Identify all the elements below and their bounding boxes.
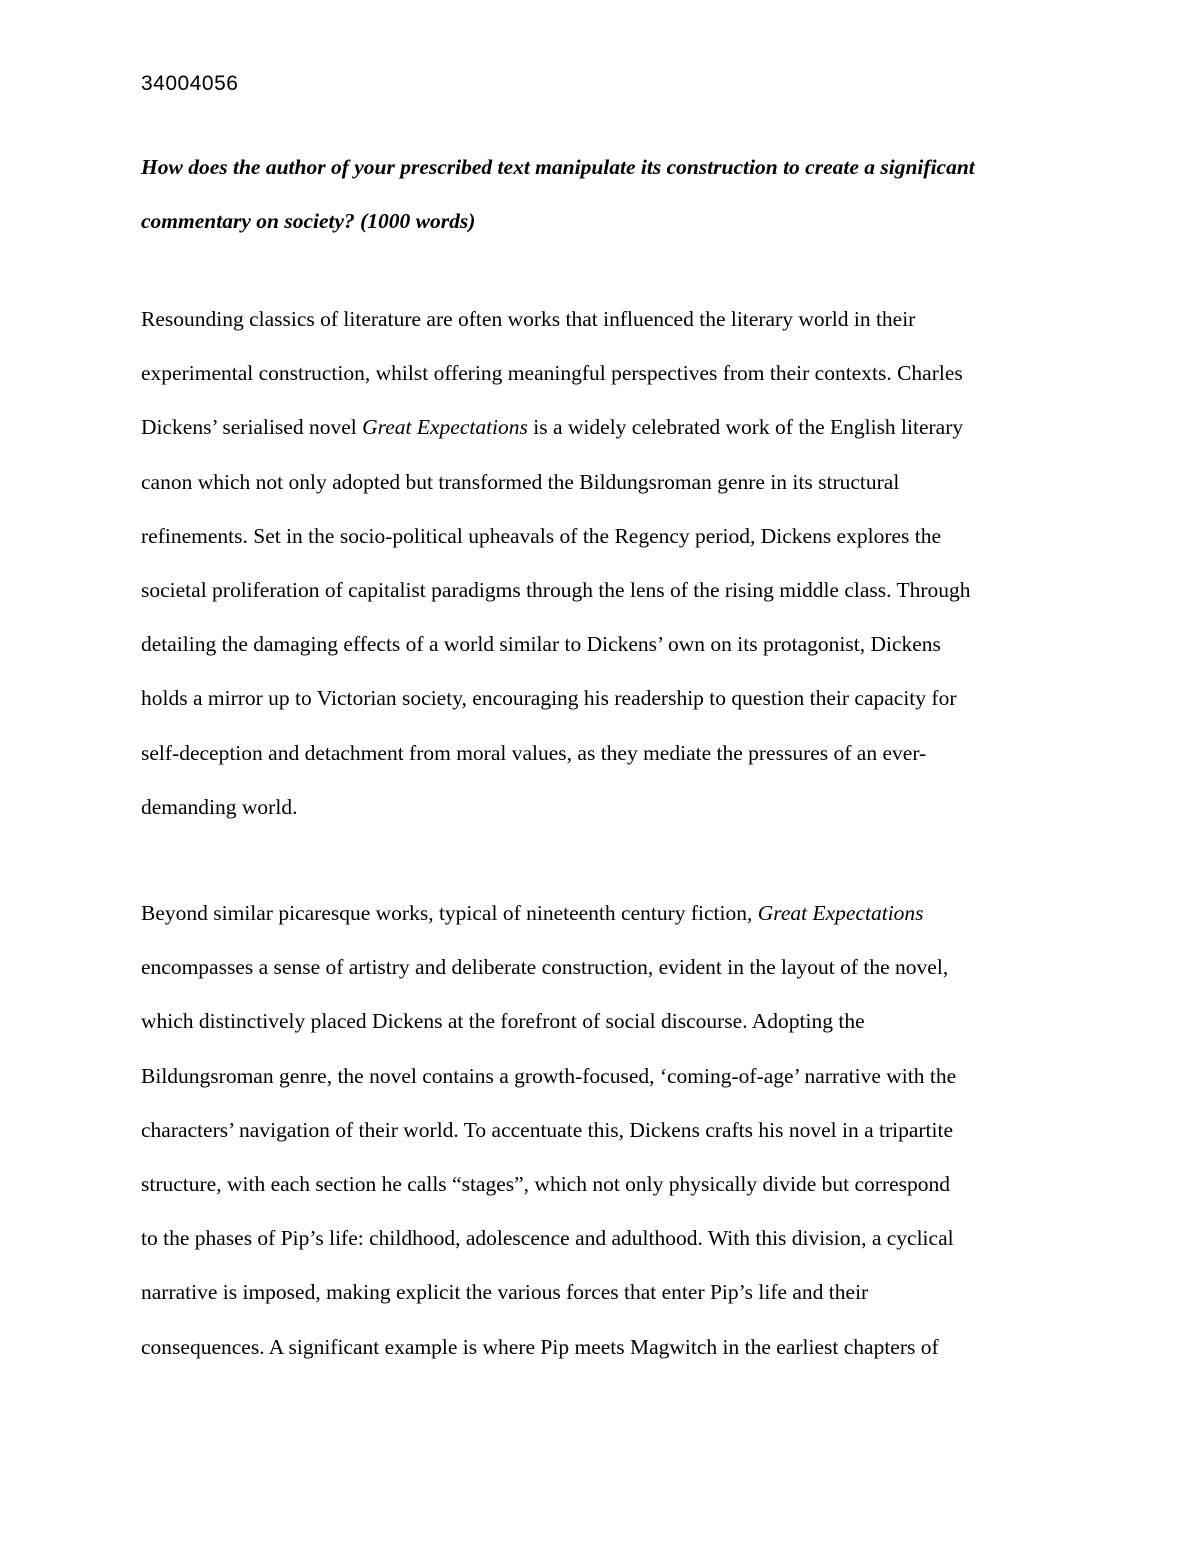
question-line: commentary on society? (1000 words) bbox=[141, 209, 476, 233]
text-line: canon which not only adopted but transformed the Bildungsroman genre in its structural bbox=[141, 469, 900, 494]
essay-question bbox=[141, 140, 1066, 248]
text-line bbox=[141, 886, 1066, 940]
text-line: Bildungsroman genre, the novel contains a growth-focused, ‘coming-of-age’ narrative with the bbox=[141, 1063, 957, 1088]
text-line: detailing the damaging effects of a world similar to Dickens’ own on its protagonist, Dickens bbox=[141, 632, 941, 657]
text-segment: Beyond similar picaresque works, typical of nineteenth century fiction, bbox=[141, 901, 758, 925]
text-line: self-deception and detachment from moral values, as they mediate the pressures of an ever- bbox=[141, 740, 927, 765]
text-line: to the phases of Pip’s life: childhood, adolescence and adulthood. With this division, a cyclical bbox=[141, 1226, 954, 1251]
text-line: characters’ navigation of their world. To accentuate this, Dickens crafts his novel in a tripartite bbox=[141, 1117, 954, 1142]
paragraph-body bbox=[141, 886, 1066, 1374]
text-line: consequences. A significant example is where Pip meets Magwitch in the earliest chapters of bbox=[141, 1334, 939, 1359]
text-line: structure, with each section he calls “stages”, which not only physically divide but correspond bbox=[141, 1172, 951, 1197]
text-line: Resounding classics of literature are often works that influenced the literary world in their bbox=[141, 307, 916, 331]
text-line bbox=[141, 400, 1066, 454]
text-line: encompasses a sense of artistry and deliberate construction, evident in the layout of the novel, bbox=[141, 955, 949, 980]
text-line: which distinctively placed Dickens at the forefront of social discourse. Adopting the bbox=[141, 1009, 865, 1034]
paragraph-introduction bbox=[141, 292, 1066, 834]
text-segment: Dickens’ serialised novel bbox=[141, 415, 363, 440]
text-line: experimental construction, whilst offering meaningful perspectives from their contexts. Charles bbox=[141, 361, 963, 386]
text-line: societal proliferation of capitalist paradigms through the lens of the rising middle class. Through bbox=[141, 578, 971, 603]
question-line: How does the author of your prescribed text manipulate its construction to create a significant bbox=[141, 155, 975, 179]
text-line: demanding world. bbox=[141, 794, 298, 819]
text-line: holds a mirror up to Victorian society, encouraging his readership to question their capacity for bbox=[141, 686, 957, 711]
book-title: Great Expectations bbox=[757, 901, 924, 925]
text-line: refinements. Set in the socio-political upheavals of the Regency period, Dickens explores the bbox=[141, 523, 942, 548]
book-title: Great Expectations bbox=[362, 415, 528, 440]
text-line: narrative is imposed, making explicit the various forces that enter Pip’s life and their bbox=[141, 1280, 869, 1305]
text-segment: is a widely celebrated work of the English literary bbox=[527, 415, 964, 440]
student-id: 34004056 bbox=[141, 72, 239, 95]
